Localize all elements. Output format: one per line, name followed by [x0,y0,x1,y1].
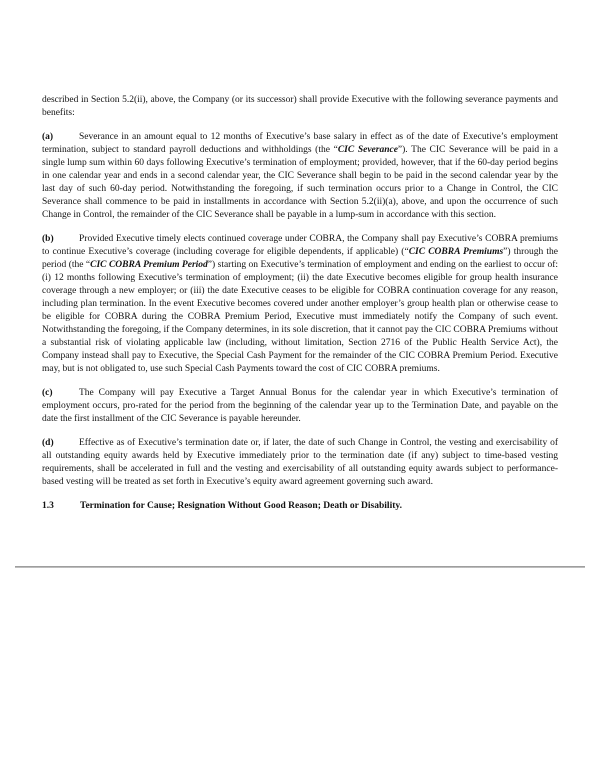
paragraph-d [42,437,558,489]
paragraph-b-text-continued: ”) starting on Executive’s termination of employment and ending on the earliest to occur of: (i) 12 months following Executive’s termination of employment; (ii) the date Executive becomes eligible for group health insurance coverage through a new employer; or (iii) the date Executive ceases to be eligible for COBRA continuation coverage for any reason, including plan termination. In the event Executive becomes covered under another employer’s group health plan or otherwise cease to be eligible for COBRA during the COBRA Premium Period, Executive must immediately notify the Company of such event. Notwithstanding the foregoing, if the Company determines, in its sole discretion, that it cannot pay the CIC COBRA Premiums without a substantial risk of violating applicable law (including, without limitation, Section 2716 of the Public Health Service Act), the Company instead shall pay to Executive, the Special Cash Payment for the remainder of the CIC COBRA Premium Period. Executive may, but is not obligated to, use such Special Cash Payments toward the cost of CIC COBRA premiums. [42,260,558,374]
paragraph-b-text: Provided Executive timely elects continued coverage under COBRA, the Company shall pay Executive’s COBRA premiums to continue Executive’s coverage (including coverage for eligible dependents, if applicable) (“ [42,234,558,257]
paragraph-c-label: (c) [42,388,53,398]
paragraph-d-label: (d) [42,438,54,448]
paragraph-b [42,233,558,376]
defined-term-cic-cobra-premiums: CIC COBRA Premiums [408,247,504,257]
page-divider-rule [15,566,585,568]
paragraph-d-text: Effective as of Executive’s termination date or, if later, the date of such Change in Control, the vesting and exercisability of all outstanding equity awards held by Executive immediately prior to the termination date (if any) subject to time-based vesting requirements, shall be accelerated in full and the vesting and exercisability of all outstanding equity awards subject to performance-based vesting will be treated as set forth in Executive’s equity award agreement governing such award. [42,438,558,487]
paragraph-a-text: Severance in an amount equal to 12 months of Executive’s base salary in effect as of the date of Executive’s employment termination, subject to standard payroll deductions and withholdings (the “ [42,132,558,155]
document-body [42,94,558,513]
intro-paragraph: described in Section 5.2(ii), above, the Company (or its successor) shall provide Executive with the following severance payments and benefits: [42,95,558,118]
paragraph-c-text: The Company will pay Executive a Target Annual Bonus for the calendar year in which Executive’s termination of employment occurs, pro-rated for the period from the beginning of the calendar year up to the Termination Date, and payable on the date the first installment of the CIC Severance is payable hereunder. [42,388,558,424]
section-title: Termination for Cause; Resignation Without Good Reason; Death or Disability. [80,501,402,511]
paragraph-a [42,131,558,222]
paragraph-b-label: (b) [42,234,54,244]
paragraph-a-text-continued: ”). The CIC Severance will be paid in a single lump sum within 60 days following Executive’s termination of employment; provided, however, that if the 60-day period begins in one calendar year and ends in a second calendar year, the CIC Severance shall begin to be paid in the second calendar year by the last day of such 60-day period. Notwithstanding the foregoing, if such termination occurs prior to a Change in Control, the CIC Severance shall commence to be paid in installments in accordance with Section 5.2(ii)(a), above, and upon the occurrence of such Change in Control, the remainder of the CIC Severance shall be payable in a lump-sum in accordance with this section. [42,145,558,220]
paragraph-c [42,387,558,426]
defined-term-cic-cobra-premium-period: CIC COBRA Premium Period [90,260,208,270]
section-number: 1.3 [42,501,54,511]
defined-term-cic-severance: CIC Severance [337,145,398,155]
paragraph-b-text-middle: ”) through the period (the “ [42,247,559,270]
section-heading-1-3 [42,500,558,513]
paragraph-a-label: (a) [42,132,54,142]
